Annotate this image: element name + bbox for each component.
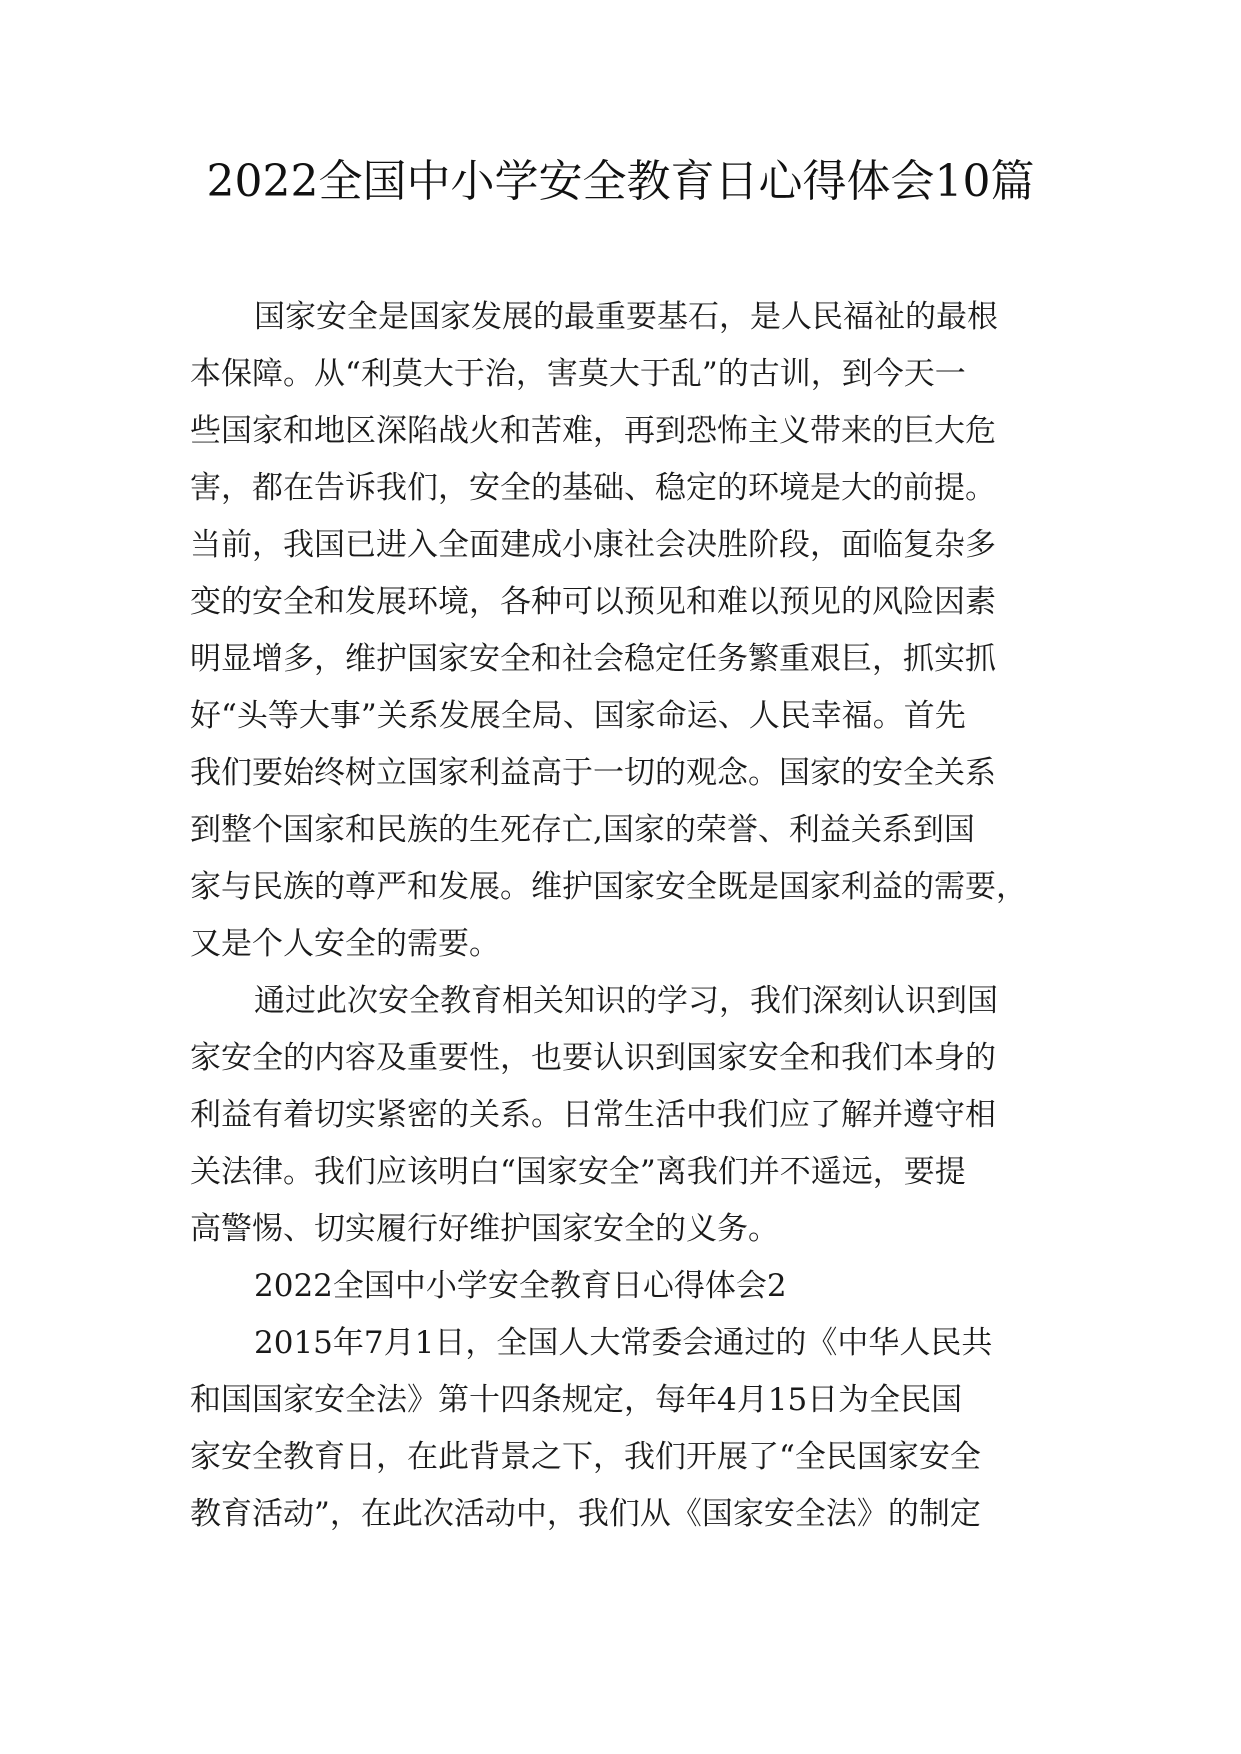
document-title: 2022全国中小学安全教育日心得体会10篇	[206, 156, 1035, 207]
paragraph-line: 高警惕、切实履行好维护国家安全的义务。	[190, 1211, 779, 1247]
paragraph-line: 家安全教育日，在此背景之下，我们开展了“全民国家安全	[190, 1439, 981, 1475]
paragraph-line: 本保障。从“利莫大于治，害莫大于乱”的古训，到今天一	[190, 356, 966, 392]
paragraph-line: 些国家和地区深陷战火和苦难，再到恐怖主义带来的巨大危	[190, 413, 996, 449]
paragraph-line: 好“头等大事”关系发展全局、国家命运、人民幸福。首先	[190, 698, 966, 734]
paragraph-line: 到整个国家和民族的生死存亡,国家的荣誉、利益关系到国	[190, 812, 975, 848]
paragraph-line: 又是个人安全的需要。	[190, 926, 500, 962]
document-body	[190, 289, 1070, 1543]
section-heading: 2022全国中小学安全教育日心得体会2	[254, 1268, 787, 1304]
paragraph-line: 2015年7月1日，全国人大常委会通过的《中华人民共	[254, 1325, 993, 1361]
paragraph-line: 我们要始终树立国家利益高于一切的观念。国家的安全关系	[190, 755, 996, 791]
paragraph-line: 家与民族的尊严和发展。维护国家安全既是国家利益的需要，	[190, 869, 1027, 905]
paragraph-line: 关法律。我们应该明白“国家安全”离我们并不遥远，要提	[190, 1154, 966, 1190]
paragraph-line: 国家安全是国家发展的最重要基石，是人民福祉的最根	[254, 299, 998, 335]
paragraph-line: 教育活动”，在此次活动中，我们从《国家安全法》的制定	[190, 1496, 981, 1532]
paragraph-line: 变的安全和发展环境，各种可以预见和难以预见的风险因素	[190, 584, 996, 620]
paragraph-line: 家安全的内容及重要性，也要认识到国家安全和我们本身的	[190, 1040, 996, 1076]
paragraph-line: 明显增多，维护国家安全和社会稳定任务繁重艰巨，抓实抓	[190, 641, 996, 677]
paragraph-line: 当前，我国已进入全面建成小康社会决胜阶段，面临复杂多	[190, 527, 996, 563]
paragraph-line: 通过此次安全教育相关知识的学习，我们深刻认识到国	[254, 983, 998, 1019]
paragraph-line: 和国国家安全法》第十四条规定，每年4月15日为全民国	[190, 1382, 963, 1418]
paragraph-line: 利益有着切实紧密的关系。日常生活中我们应了解并遵守相	[190, 1097, 996, 1133]
paragraph-line: 害，都在告诉我们，安全的基础、稳定的环境是大的前提。	[190, 470, 996, 506]
